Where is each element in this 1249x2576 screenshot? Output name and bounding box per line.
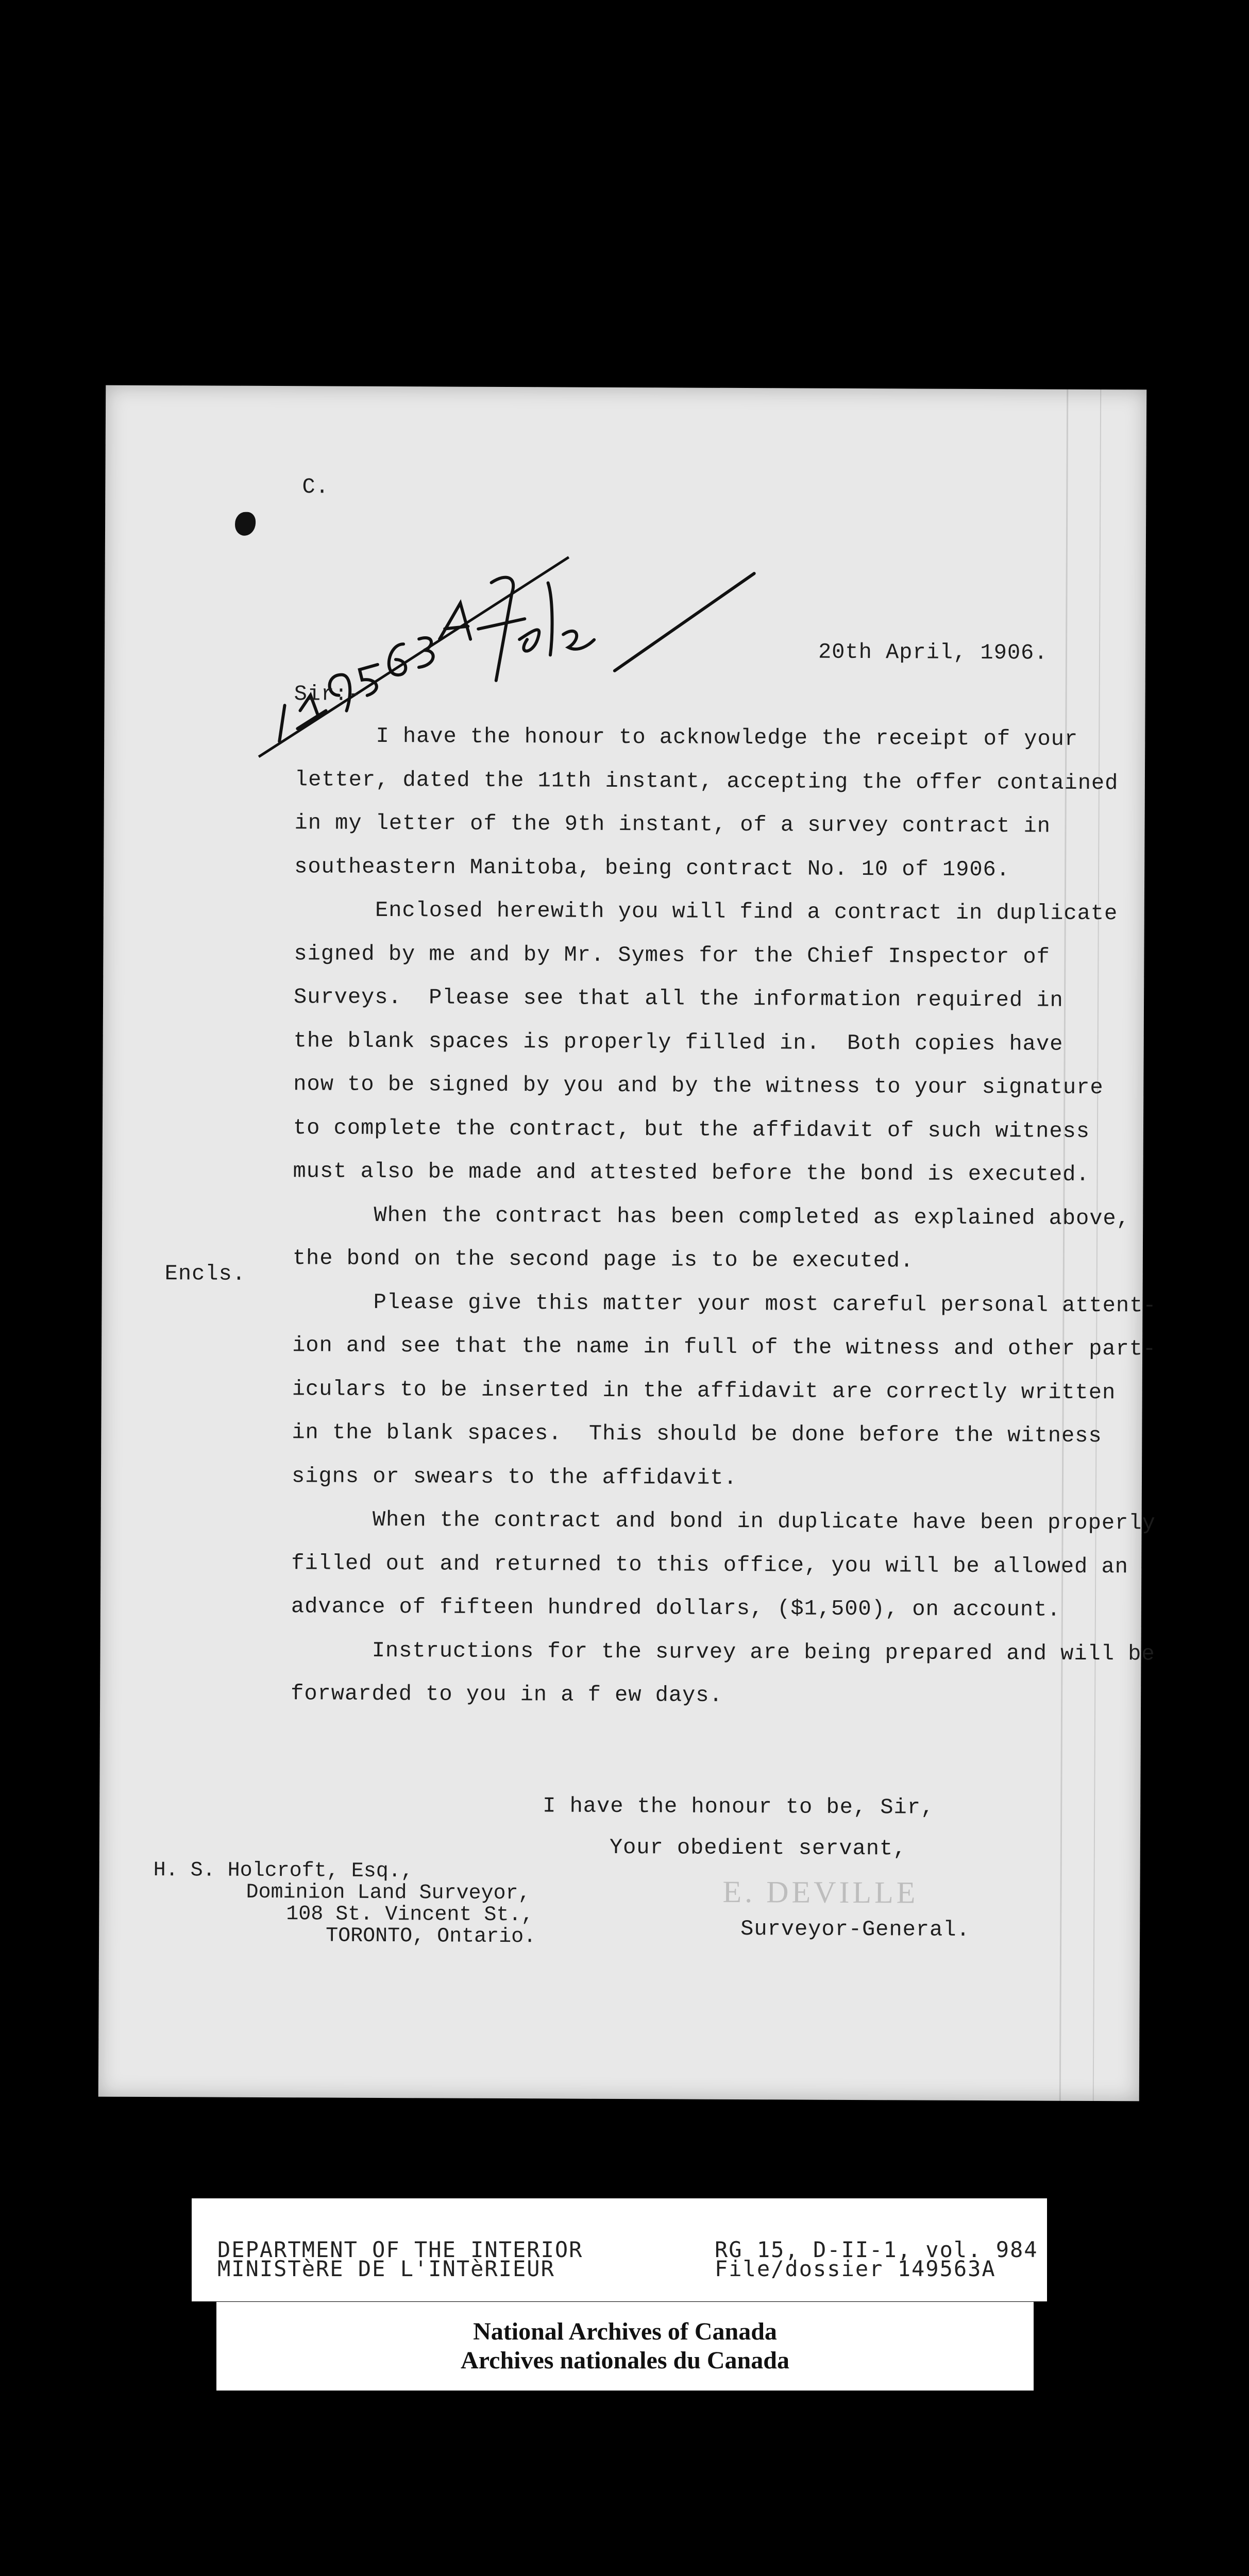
letter-body — [291, 723, 1157, 1728]
salutation: Sir:- — [294, 682, 362, 707]
handwritten-file-note — [434, 562, 806, 749]
recipient-address — [153, 1859, 536, 1947]
archive-reference-label — [192, 2198, 1047, 2301]
archives-french: Archives nationales du Canada — [461, 2347, 789, 2374]
address-line: H. S. Holcroft, Esq., — [153, 1859, 413, 1884]
letter-date: 20th April, 1906. — [818, 639, 1048, 666]
department-french: MINISTèRE DE L'INTèRIEUR — [217, 2256, 555, 2281]
body-line: now to be signed by you and by the witness to your signature — [293, 1072, 1104, 1100]
body-line: signed by me and by Mr. Symes for the Chief Inspector of — [294, 941, 1050, 970]
closing-line: Your obedient servant, — [609, 1835, 907, 1861]
body-line: Surveys. Please see that all the information required in — [293, 985, 1064, 1013]
mark-c: C. — [302, 474, 329, 500]
body-line: ion and see that the name in full of the witness and other part- — [292, 1333, 1157, 1362]
address-line: TORONTO, Ontario. — [326, 1924, 536, 1949]
body-line: the blank spaces is properly filled in. Both copies have — [293, 1028, 1064, 1057]
body-line: the bond on the second page is to be executed. — [292, 1246, 914, 1274]
body-line: in the blank spaces. This should be done before the witness — [292, 1420, 1102, 1449]
body-line: Instructions for the survey are being prepared and will be — [291, 1637, 1155, 1667]
letter-page — [98, 385, 1157, 2102]
address-line: Dominion Land Surveyor, — [246, 1880, 531, 1906]
file-dossier: File/dossier 149563A — [715, 2256, 996, 2281]
body-line: When the contract has been completed as explained above, — [293, 1202, 1130, 1231]
body-line: must also be made and attested before the bond is executed. — [293, 1159, 1090, 1187]
body-line: advance of fifteen hundred dollars, ($1,500), on account. — [291, 1594, 1061, 1622]
body-line: I have the honour to acknowledge the receipt of your — [295, 723, 1078, 752]
body-line: to complete the contract, but the affidavit of such witness — [293, 1115, 1090, 1144]
signature-stamp: E. DEVILLE — [722, 1874, 919, 1910]
body-line: in my letter of the 9th instant, of a survey contract in — [294, 810, 1051, 839]
address-line: 108 St. Vincent St., — [286, 1903, 534, 1927]
body-line: filled out and returned to this office, you will be allowed an — [291, 1550, 1129, 1579]
body-line: Enclosed herewith you will find a contract in duplicate — [294, 897, 1118, 926]
body-line: southeastern Manitoba, being contract No. 10 of 1906. — [294, 854, 1010, 882]
archives-english: National Archives of Canada — [473, 2318, 777, 2345]
archives-name-label — [216, 2302, 1034, 2391]
body-line: letter, dated the 11th instant, accepting the offer contained — [294, 767, 1119, 795]
archive-reference: RG 15, D-II-1, vol. 984 — [715, 2237, 1038, 2262]
body-line: iculars to be inserted in the affidavit are correctly written — [292, 1376, 1116, 1405]
department-english: DEPARTMENT OF THE INTERIOR — [217, 2237, 583, 2262]
body-line: signs or swears to the affidavit. — [291, 1463, 737, 1490]
signature-title: Surveyor-General. — [740, 1917, 970, 1942]
body-line: When the contract and bond in duplicate have been properly — [291, 1507, 1156, 1536]
enclosures-note: Encls. — [164, 1261, 246, 1286]
body-line: forwarded to you in a f ew days. — [291, 1681, 723, 1708]
closing-line: I have the honour to be, Sir, — [543, 1793, 935, 1820]
body-line: Please give this matter your most careful personal attent- — [292, 1289, 1157, 1318]
